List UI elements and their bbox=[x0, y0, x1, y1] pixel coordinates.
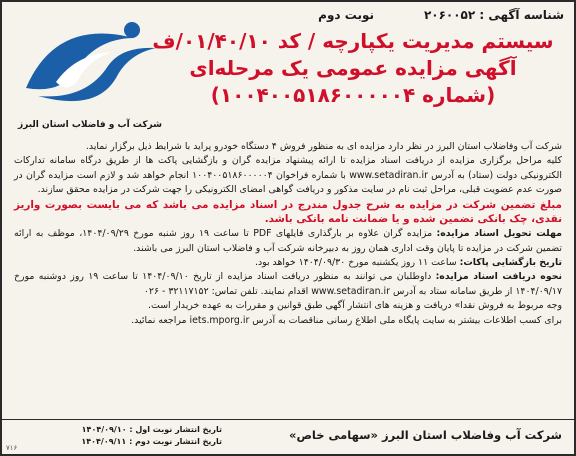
guarantee-paragraph: مبلغ تضمین شرکت در مزایده به شرح جدول مندرج در اسناد مزایده می باشد که می بایست بصورت واریز نقدی، چک بانکی تضمین شده و یا ضمانت نامه بانکی باشد. bbox=[14, 198, 562, 226]
title-block bbox=[152, 30, 554, 107]
opening-text: ساعت ۱۱ روز یکشنبه مورخ ۱۴۰۴/۰۹/۳۰ خواهد بود. bbox=[254, 257, 460, 269]
ad-id: شناسه آگهی : ۲۰۶۰۰۵۲ bbox=[423, 8, 564, 22]
opening-label: تاریخ بازگشایی پاکات: bbox=[459, 257, 562, 269]
notice-number: (شماره ۱۰۰۴۰۰۵۱۸۶۰۰۰۰۰۴) bbox=[210, 83, 496, 107]
publication-dates bbox=[12, 424, 222, 448]
documents-text: داوطلبان می توانند به منظور دریافت اسناد مزایده از تاریخ ۱۴۰۴/۰۹/۱۰ تا ساعت ۱۹ روز دوشنبه مورخ ۱۴۰۴/۰۹/۱۷ از طریق سامانه ستاد به آدرس www.setadiran.ir اقدام نمایند. تلفن تماس: ۳۲۱۱۷۱۵۲ - ۰۲۶ bbox=[14, 271, 562, 297]
intro-paragraph: شرکت آب وفاضلاب استان البرز در نظر دارد مزایده ای به منظور فروش ۴ دستگاه خودرو پراید با شرایط ذیل برگزار نماید. bbox=[85, 141, 562, 152]
deadline-paragraph bbox=[14, 227, 562, 256]
payment-paragraph: وجه مربوط به فروش نقدا» دریافت و هزینه های انتشار آگهی طبق قوانین و مقررات به عهده خریدار است. bbox=[148, 300, 562, 312]
date-first: تاریخ انتشار نوبت اول : ۱۴۰۴/۰۹/۱۰ bbox=[81, 425, 222, 434]
logo-caption: شرکت آب و فاضلاب استان البرز bbox=[17, 120, 163, 130]
opening-paragraph bbox=[14, 256, 562, 270]
notice-body bbox=[14, 140, 562, 328]
process-paragraph: کلیه مراحل برگزاری مزایده از دریافت اسناد مزایده تا ارائه پیشنهاد مزایده گران و بازگشایی پاکت ها از طریق درگاه سامانه تدارکات الکترونیکی دولت (ستاد) به آدرس www.setadiran.ir با شماره فراخوان ۱۰۰۴۰۰۵۱۸۶۰۰۰۰۰۴ انجام خواهد شد و لازم است مزایده گران در صورت عدم عضویت قبلی، مراحل ثبت نام در سایت مذکور و دریافت گواهی امضای الکترونیکی را جهت شرکت در مزایده محقق سازند. bbox=[14, 155, 563, 196]
footer bbox=[2, 419, 574, 454]
info-paragraph: برای کسب اطلاعات بیشتر به سایت پایگاه ملی اطلاع رسانی مناقصات به آدرس iets.mporg.ir مراجعه نمائید. bbox=[131, 314, 562, 326]
water-drop-logo-icon bbox=[16, 8, 112, 86]
deadline-label: مهلت تحویل اسناد مزایده: bbox=[436, 228, 562, 240]
deadline-text: مزایده گران علاوه بر بارگذاری فایلهای PDF تا ساعت ۱۹ روز شنبه مورخ ۱۴۰۴/۰۹/۲۹، موظف به ارائه تضمین شرکت در مزایده تا پایان وقت اداری همان روز به دبیرخانه شرکت آب و فاضلاب استان البرز می باشند. bbox=[14, 228, 562, 254]
page-number: ۷۱۶ bbox=[6, 444, 18, 452]
system-title: سیستم مدیریت یکپارچه / کد ۰۱/۴۰/۱۰/ف bbox=[152, 29, 554, 53]
footer-company: شرکت آب وفاضلاب استان البرز «سهامی خاص» bbox=[289, 428, 562, 442]
documents-label: نحوه دریافت اسناد مزایده: bbox=[435, 271, 562, 283]
notice-title: آگهی مزایده عمومی یک مرحله‌ای bbox=[189, 56, 517, 80]
date-second: تاریخ انتشار نوبت دوم : ۱۴۰۴/۰۹/۱۱ bbox=[81, 437, 222, 446]
documents-paragraph bbox=[14, 270, 562, 299]
publication-round: نوبت دوم bbox=[318, 8, 374, 22]
